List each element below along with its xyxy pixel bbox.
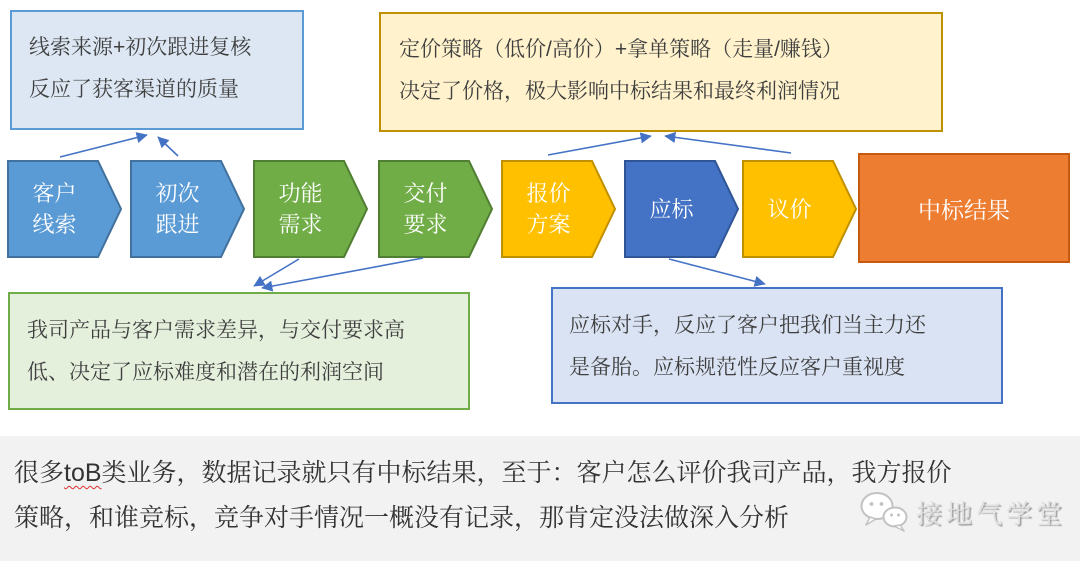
step-label-line: 跟进 [155, 212, 200, 237]
step-label [130, 160, 225, 258]
step-label-line: 中标结果 [918, 196, 1010, 223]
arrow-delivery-to-note [262, 258, 423, 288]
step-label-line: 客户 [32, 181, 77, 206]
step-label-line: 报价 [526, 181, 571, 206]
arrow-quotation-to-note [548, 136, 651, 155]
note-text: 定价策略（低价/高价）+拿单策略（走量/赚钱） [399, 38, 843, 61]
step-label-line: 应标 [649, 196, 694, 222]
banner-tob-highlight: toB [64, 459, 102, 487]
note-text: 低、决定了应标难度和潜在的利润空间 [27, 361, 384, 384]
note-lead-source [10, 10, 304, 130]
watermark [858, 490, 1066, 534]
watermark-label: 接地气学堂 [916, 498, 1067, 529]
step-label [378, 160, 473, 258]
note-text: 应标对手，反应了客户把我们当主力还 [569, 314, 926, 337]
note-product-gap [8, 292, 470, 410]
banner-text: 很多 [14, 459, 65, 487]
flow-step-bid-result [858, 153, 1070, 263]
note-text: 我司产品与客户需求差异，与交付要求高 [27, 319, 405, 342]
flow-step-delivery-requirements [378, 160, 493, 258]
note-pricing-strategy [379, 12, 943, 132]
arrow-bidding-to-note [669, 259, 765, 284]
wechat-icon [858, 490, 910, 534]
flow-step-customer-leads [7, 160, 122, 258]
step-label-line: 交付 [403, 181, 448, 206]
step-label-line: 议价 [767, 196, 812, 222]
note-text: 是备胎。应标规范性反应客户重视度 [569, 356, 905, 379]
arrow-negotiation-to-note [665, 136, 791, 153]
arrow-feature-to-note [254, 259, 299, 286]
flow-step-feature-requirements [253, 160, 368, 258]
step-label-line: 方案 [526, 212, 571, 237]
note-text: 线索来源+初次跟进复核 [29, 36, 252, 59]
flow-step-quotation-plan [501, 160, 616, 258]
step-label [501, 160, 596, 258]
step-label-line: 需求 [278, 212, 323, 237]
step-label [7, 160, 102, 258]
note-text: 反应了获客渠道的质量 [29, 78, 239, 101]
step-label-line: 要求 [403, 212, 448, 237]
arrow-followup-to-note [158, 137, 178, 156]
step-label-line: 线索 [32, 212, 77, 237]
step-label [253, 160, 348, 258]
step-label [624, 160, 719, 258]
banner-text: 类业务，数据记录就只有中标结果，至于：客户怎么评价我司产品，我方报价 [101, 459, 952, 487]
note-bid-competitors [551, 287, 1003, 404]
banner-line-2: 策略，和谁竞标，竞争对手情况一概没有记录，那肯定没法做深入分析 [14, 504, 790, 532]
arrow-leads-to-note [60, 135, 147, 157]
step-label-line: 初次 [155, 181, 200, 206]
flow-step-first-followup [130, 160, 245, 258]
step-label-line: 功能 [278, 181, 323, 206]
note-text: 决定了价格，极大影响中标结果和最终利润情况 [399, 80, 840, 103]
step-label [742, 160, 837, 258]
flow-step-bidding [624, 160, 739, 258]
flow-step-price-negotiation [742, 160, 857, 258]
